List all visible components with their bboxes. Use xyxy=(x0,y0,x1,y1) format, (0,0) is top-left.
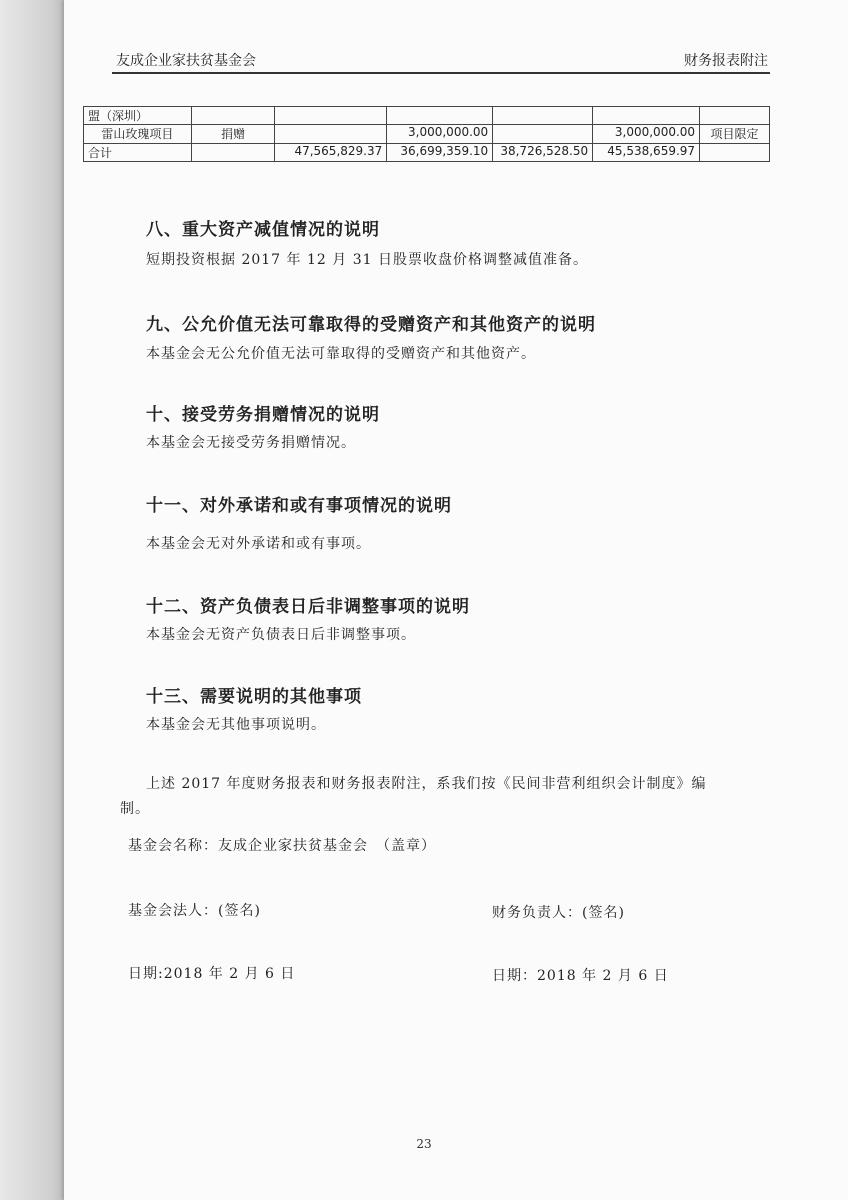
cell-type xyxy=(191,144,275,162)
page-number: 23 xyxy=(416,1137,432,1151)
cell-name: 合计 xyxy=(84,144,192,162)
header-org: 友成企业家扶贫基金会 xyxy=(116,53,256,69)
table-row-total xyxy=(84,144,770,162)
table-row xyxy=(84,107,770,125)
section-11 xyxy=(146,491,452,552)
header-rule xyxy=(112,72,770,74)
cell-name: 盟（深圳） xyxy=(84,107,192,125)
closing-statement-line2: 制。 xyxy=(120,801,150,817)
table-row xyxy=(84,125,770,144)
section-10 xyxy=(146,400,380,451)
cell-value: 3,000,000.00 xyxy=(387,125,493,144)
closing-statement-line1: 上述 2017 年度财务报表和财务报表附注，系我们按《民间非营利组织会计制度》编 xyxy=(146,776,707,792)
cell-value xyxy=(493,107,593,125)
cell-value xyxy=(275,125,387,144)
foundation-name-line: 基金会名称：友成企业家扶贫基金会 （盖章） xyxy=(128,838,436,854)
page-header xyxy=(114,50,768,72)
binding-gutter xyxy=(0,0,64,1200)
section-title: 十三、需要说明的其他事项 xyxy=(146,687,362,707)
section-body: 本基金会无其他事项说明。 xyxy=(146,717,326,733)
financial-table xyxy=(83,106,770,162)
cell-note xyxy=(700,107,770,125)
section-8 xyxy=(146,215,588,268)
section-9 xyxy=(146,310,596,362)
section-12 xyxy=(146,592,470,643)
cell-note: 项目限定 xyxy=(700,125,770,144)
section-body: 短期投资根据 2017 年 12 月 31 日股票收盘价格调整减值准备。 xyxy=(146,252,588,268)
date-left: 日期:2018 年 2 月 6 日 xyxy=(128,966,296,982)
cell-value xyxy=(593,107,700,125)
legal-representative-line: 基金会法人：(签名) xyxy=(128,903,261,919)
section-body: 本基金会无公允价值无法可靠取得的受赠资产和其他资产。 xyxy=(146,346,536,362)
date-right: 日期：2018 年 2 月 6 日 xyxy=(492,968,669,984)
section-title: 九、公允价值无法可靠取得的受赠资产和其他资产的说明 xyxy=(146,315,596,335)
cell-value: 38,726,528.50 xyxy=(493,144,593,162)
cell-value xyxy=(387,107,493,125)
section-title: 八、重大资产减值情况的说明 xyxy=(146,220,380,240)
section-13 xyxy=(146,682,362,733)
cell-value: 36,699,359.10 xyxy=(387,144,493,162)
cell-type xyxy=(191,107,275,125)
cell-value: 3,000,000.00 xyxy=(593,125,700,144)
cell-value: 45,538,659.97 xyxy=(593,144,700,162)
cell-value: 47,565,829.37 xyxy=(275,144,387,162)
cell-name: 雷山玫瑰项目 xyxy=(84,125,192,144)
cell-note xyxy=(700,144,770,162)
finance-head-line: 财务负责人：(签名) xyxy=(492,905,625,921)
section-body: 本基金会无资产负债表日后非调整事项。 xyxy=(146,627,416,643)
cell-value xyxy=(275,107,387,125)
header-doc-title: 财务报表附注 xyxy=(684,53,768,69)
section-title: 十、接受劳务捐赠情况的说明 xyxy=(146,405,380,425)
section-title: 十一、对外承诺和或有事项情况的说明 xyxy=(146,496,452,516)
section-body: 本基金会无对外承诺和或有事项。 xyxy=(146,536,371,552)
cell-type: 捐赠 xyxy=(191,125,275,144)
cell-value xyxy=(493,125,593,144)
section-title: 十二、资产负债表日后非调整事项的说明 xyxy=(146,597,470,617)
section-body: 本基金会无接受劳务捐赠情况。 xyxy=(146,435,356,451)
